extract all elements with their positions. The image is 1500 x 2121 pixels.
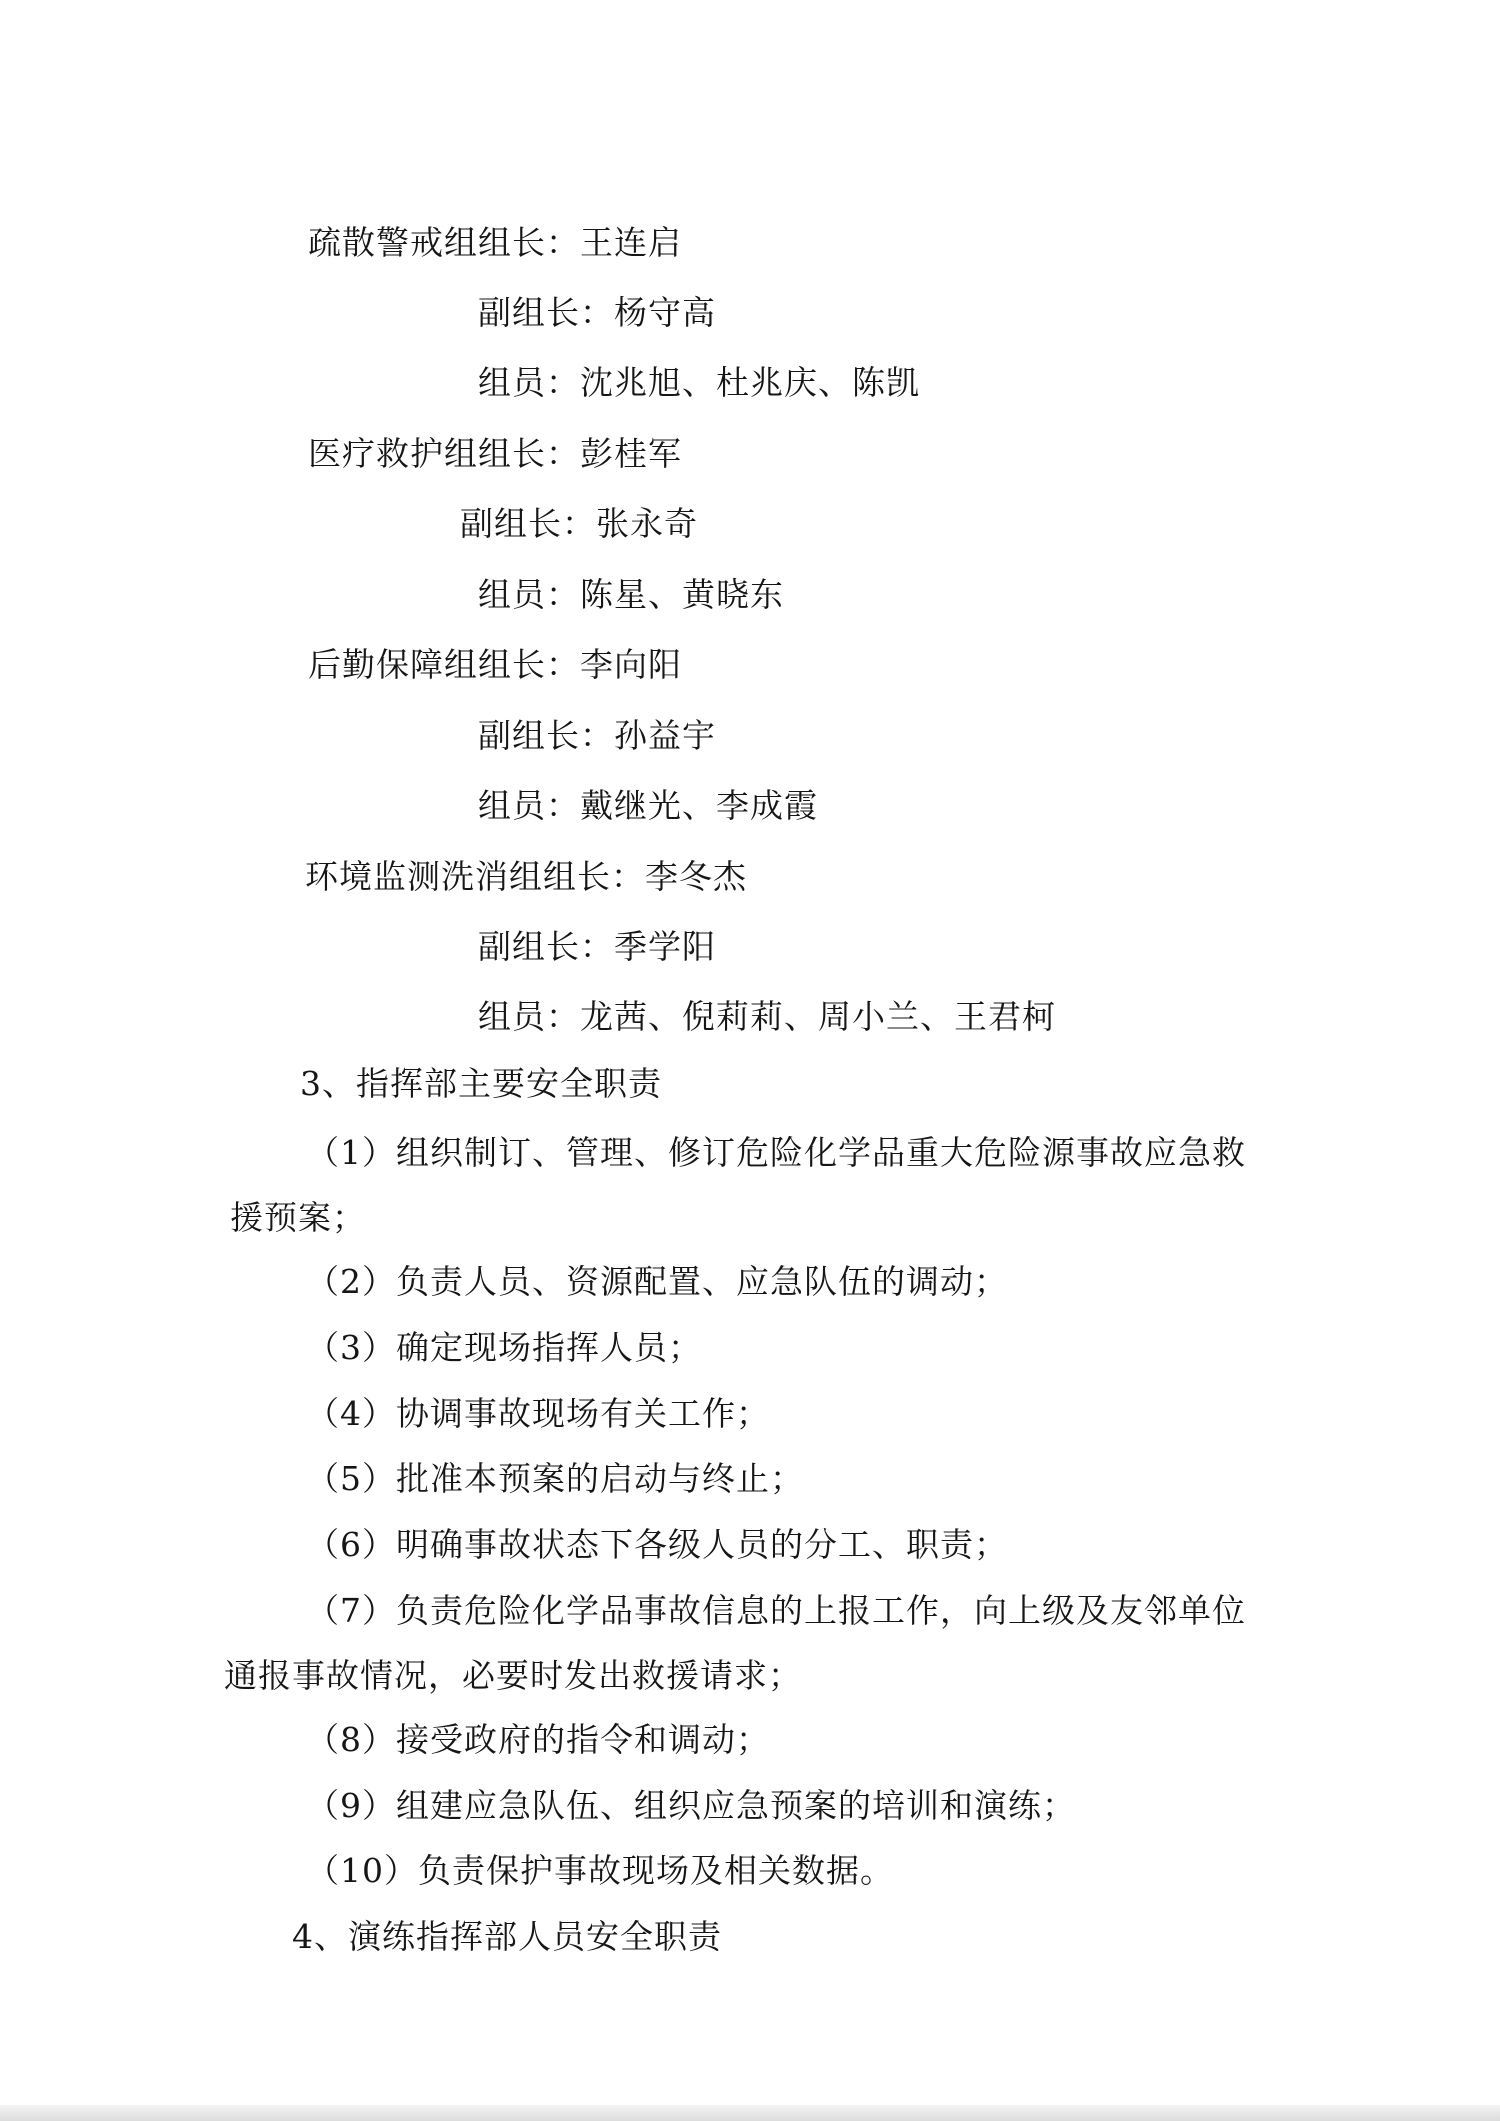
logistics-group-members: 组员：戴继光、李成霞	[478, 786, 818, 825]
duty-5: （5）批准本预案的启动与终止；	[306, 1459, 804, 1498]
evacuation-group-members: 组员：沈兆旭、杜兆庆、陈凯	[478, 363, 920, 402]
duty-9: （9）组建应急队伍、组织应急预案的培训和演练；	[306, 1786, 1076, 1825]
duty-4: （4）协调事故现场有关工作；	[306, 1394, 770, 1433]
evacuation-group-deputy: 副组长：杨守高	[478, 293, 716, 332]
duty-8: （8）接受政府的指令和调动；	[306, 1720, 770, 1759]
environment-group-deputy: 副组长：季学阳	[478, 927, 716, 966]
medical-group-leader: 医疗救护组组长：彭桂军	[308, 434, 682, 473]
logistics-group-leader: 后勤保障组组长：李向阳	[308, 645, 682, 684]
duty-1-line-2: 援预案；	[230, 1198, 366, 1237]
duty-6: （6）明确事故状态下各级人员的分工、职责；	[306, 1525, 1008, 1564]
environment-group-members: 组员：龙茜、倪莉莉、周小兰、王君柯	[478, 997, 1056, 1036]
duty-10: （10）负责保护事故现场及相关数据。	[306, 1851, 894, 1890]
duty-3: （3）确定现场指挥人员；	[306, 1328, 702, 1367]
section-4-heading: 4、演练指挥部人员安全职责	[292, 1917, 722, 1956]
scan-edge	[0, 2105, 1500, 2121]
medical-group-deputy: 副组长：张永奇	[460, 504, 698, 543]
medical-group-members: 组员：陈星、黄晓东	[478, 575, 784, 614]
evacuation-group-leader: 疏散警戒组组长：王连启	[308, 223, 682, 262]
duty-2: （2）负责人员、资源配置、应急队伍的调动；	[306, 1262, 1008, 1301]
duty-1-line-1: （1）组织制订、管理、修订危险化学品重大危险源事故应急救	[306, 1133, 1246, 1172]
duty-7-line-2: 通报事故情况，必要时发出救援请求；	[224, 1656, 802, 1695]
logistics-group-deputy: 副组长：孙益宇	[478, 716, 716, 755]
environment-group-leader: 环境监测洗消组组长：李冬杰	[305, 857, 747, 896]
section-3-heading: 3、指挥部主要安全职责	[300, 1064, 662, 1103]
duty-7-line-1: （7）负责危险化学品事故信息的上报工作，向上级及友邻单位	[306, 1591, 1246, 1630]
